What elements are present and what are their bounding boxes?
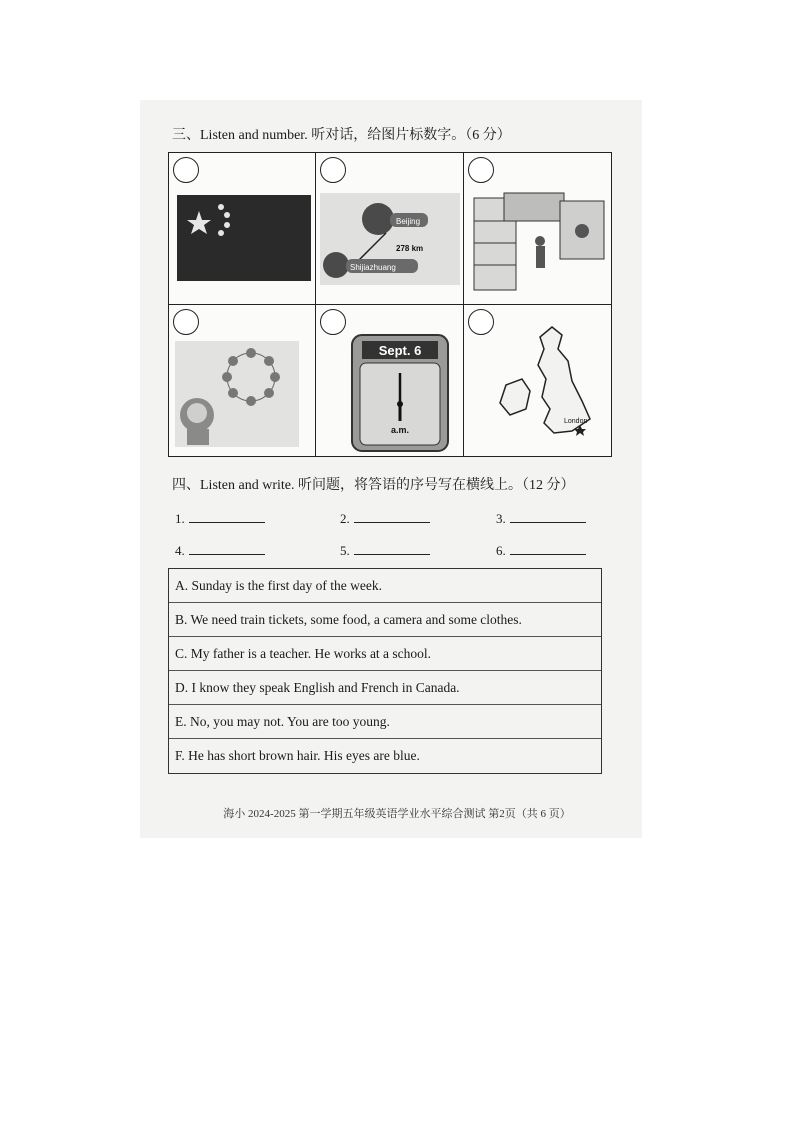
blank-line[interactable]	[354, 510, 430, 523]
blank-line[interactable]	[189, 542, 265, 555]
section-4-title: 四、Listen and write. 听问题，将答语的序号写在横线上。（12 分）	[172, 478, 575, 493]
blank-line[interactable]	[354, 542, 430, 555]
answer-option-f: F. He has short brown hair. His eyes are blue.	[175, 748, 420, 763]
blank-1	[175, 510, 265, 527]
map-label-beijing: Beijing	[396, 217, 421, 226]
number-circle[interactable]	[173, 309, 199, 335]
map-label-distance: 278 km	[396, 244, 424, 253]
map-label-shijiazhuang: Shijiazhuang	[350, 263, 397, 272]
picture-cell-supermarket	[464, 153, 611, 305]
picture-cell-map	[316, 153, 463, 305]
blank-6	[496, 542, 586, 559]
page-footer: 海小 2024-2025 第一学期五年级英语学业水平综合测试 第2页（共 6 页）	[223, 808, 571, 820]
blank-number: 5.	[340, 543, 350, 558]
blank-number: 1.	[175, 511, 185, 526]
picture-cell-clock	[316, 305, 463, 457]
blank-number: 6.	[496, 543, 506, 558]
picture-cell-uk	[464, 305, 611, 457]
number-circle[interactable]	[173, 157, 199, 183]
uk-map-london-label: London	[563, 417, 588, 425]
blank-line[interactable]	[510, 510, 586, 523]
blank-number: 3.	[496, 511, 506, 526]
number-circle[interactable]	[320, 309, 346, 335]
blank-line[interactable]	[510, 542, 586, 555]
number-circle[interactable]	[468, 157, 494, 183]
blank-number: 4.	[175, 543, 185, 558]
blank-3	[496, 510, 586, 527]
blank-2	[340, 510, 430, 527]
answer-options-table	[168, 568, 602, 774]
blank-4	[175, 542, 265, 559]
answer-option-d: D. I know they speak English and French in Canada.	[169, 671, 601, 705]
blank-5	[340, 542, 430, 559]
answer-option-b: B. We need train tickets, some food, a camera and some clothes.	[169, 603, 601, 637]
answer-option-c: C. My father is a teacher. He works at a school.	[169, 637, 601, 671]
section-3-title: 三、Listen and number. 听对话，给图片标数字。（6 分）	[172, 128, 511, 143]
number-circle[interactable]	[468, 309, 494, 335]
picture-grid	[168, 152, 612, 457]
clock-date-label: Sept. 6	[379, 342, 422, 358]
answer-option-a: A. Sunday is the first day of the week.	[169, 569, 601, 603]
picture-cell-zodiac	[169, 305, 316, 457]
clock-am-label: a.m.	[391, 424, 410, 435]
picture-cell-flag	[169, 153, 316, 305]
blank-number: 2.	[340, 511, 350, 526]
blank-line[interactable]	[189, 510, 265, 523]
answer-option-e: E. No, you may not. You are too young.	[169, 705, 601, 739]
